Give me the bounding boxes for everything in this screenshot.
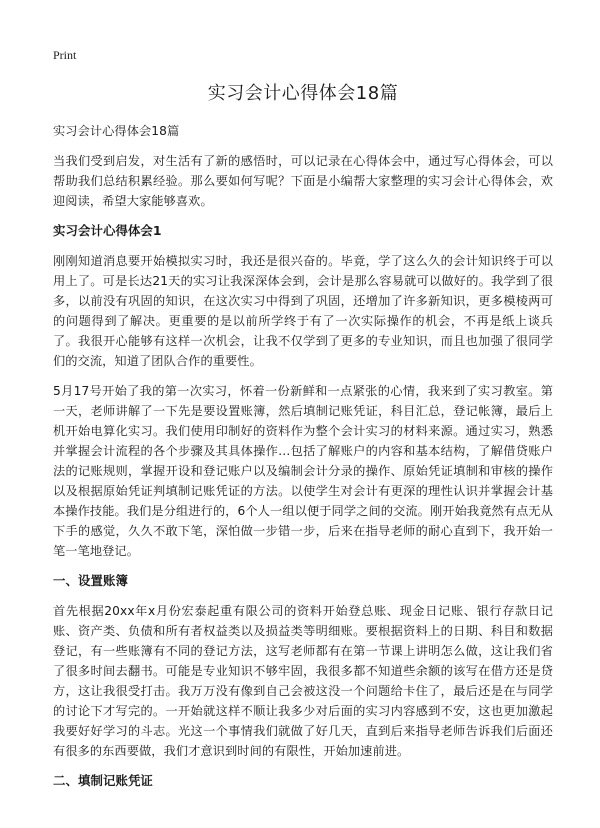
print-link[interactable]: Print [53, 48, 77, 62]
document-subtitle: 实习会计心得体会18篇 [53, 124, 180, 138]
subsection-setup-ledger-paragraph: 首先根据20xx年x月份宏泰起重有限公司的资料开始登总账、现金日记账、银行存款日记账、资产类、负债和所有者权益类以及损益类等明细账。要根据资料上的日期、科目和数据登记，有一些账簿有不同的登记方法，这写老师都有在第一节课上讲明怎么做，这让我们省了很多时间去翻书。可能是专业知识不够牢固，我很多都不知道些余额的该写在借方还是贷方，这让我很受打击。我万万没有像到自己会被这没一个问题给卡住了，最后还是在与同学的讨论下才写完的。一开始就这样不顺让我多少对后面的实习内容感到不安，这也更加激起我要好好学习的斗志。光这一个事情我们就做了好几天，直到后来指导老师告诉我们后面还有很多的东西要做，我们才意识到时间的有限性，开始加速前进。 [53, 604, 553, 758]
section1-paragraph-1: 刚刚知道消息要开始模拟实习时，我还是很兴奋的。毕竟，学了这么久的会计知识终于可以用上了。可是长达21天的实习让我深深体会到，会计是那么容易就可以做好的。我学到了很多，以前没有巩固的知识，在这次实习中得到了巩固，还增加了许多新知识，更多模棱两可的问题得到了解决。更重要的是以前所学终于有了一次实际操作的机会，不再是纸上谈兵了。我很开心能够有这样一次机会，让我不仅学到了更多的专业知识，而且也加强了很同学们的交流，知道了团队合作的重要性。 [53, 254, 553, 368]
document-body [53, 121, 553, 801]
section-heading-1: 实习会计心得体会1 [53, 223, 162, 238]
subsection-heading-setup-ledger: 一、设置账簿 [53, 573, 128, 588]
intro-paragraph: 当我们受到启发，对生活有了新的感悟时，可以记录在心得体会中，通过写心得体会，可以帮助我们总结积累经验。那么要如何写呢？下面是小编帮大家整理的实习会计心得体会，欢迎阅读，希望大家能够喜欢。 [53, 154, 553, 208]
section1-paragraph-2: 5月17号开始了我的第一次实习，怀着一份新鲜和一点紧张的心情，我来到了实习教室。第一天，老师讲解了一下先是要设置账簿，然后填制记账凭证，科目汇总，登记帐簿，最后上机开始电算化实习。我们使用印制好的资料作为整个会计实习的材料来源。通过实习，熟悉并掌握会计流程的各个步骤及其具体操作…包括了解账户的内容和基本结构，了解借贷账户法的记账规则，掌握开设和登记账户以及编制会计分录的操作、原始凭证填制和审核的操作以及根据原始凭证判填制记账凭证的方法。以使学生对会计有更深的理性认识并掌握会计基本操作技能。我们是分组进行的，6个人一组以便于同学之间的交流。刚开始我竟然有点无从下手的感觉，久久不敢下笔，深怕做一步错一步，后来在指导老师的耐心直到下，我开始一笔一笔地登记。 [53, 384, 553, 558]
page-title: 实习会计心得体会18篇 [207, 83, 399, 104]
subsection-heading-voucher: 二、填制记账凭证 [53, 773, 153, 788]
